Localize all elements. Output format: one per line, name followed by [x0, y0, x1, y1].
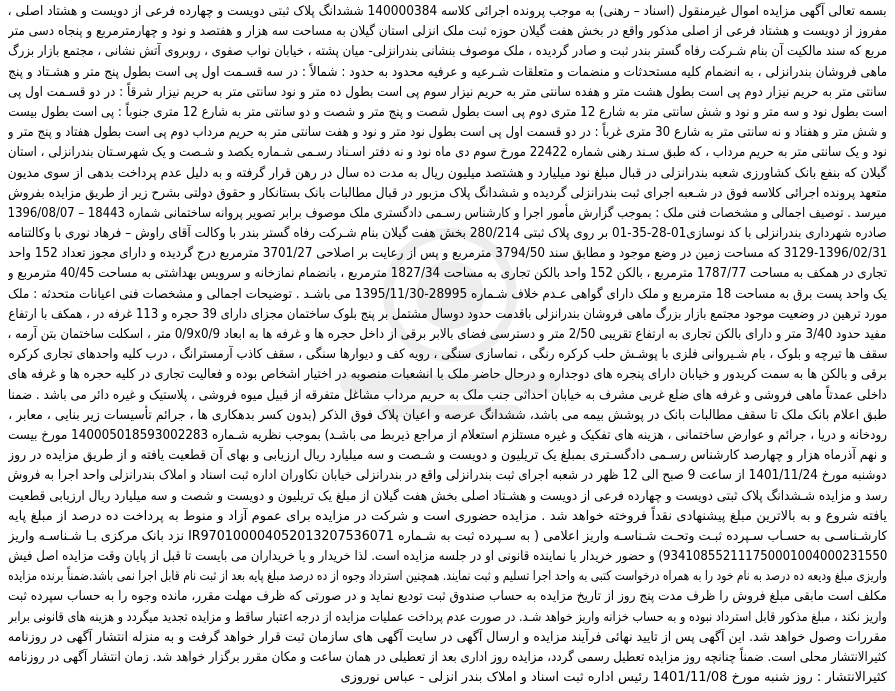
notice-text-line: واریزی مبلغ ودیعه ده درصد به نام خود را به همراه درخواست کتبی به واحد اجرا تسلیم و ثبت نمایند. همچنین استرداد وجوه از ده درصد مبلغ پایه بعد از ثبت نام قابل اجرا نمی باشد.ضمناً برنده مزایده [8, 569, 887, 585]
notice-text-line: رسد و مزایده شـشدانگ پلاک ثبتی دویست و چهارده فرعی از دویست و هشـتاد اصلی بخش هفت گیلان از مبلغ یک تریلیون و دویست و شصت و سه میلیارد ریال ارزیابی قطعیت [8, 488, 887, 504]
notice-text-line: دوشنبه مورخ 1401/11/24 از ساعت 9 صبح الی 12 ظهر در شعبه اجرای ثبت بندرانزلی واقع در بندرانزلی خیابان نکاوران اداره ثبت اسناد و املاک بندرانزلی واحد اجرا به فروش [8, 468, 887, 484]
notice-text-line: یک واحد پست برق به مساحت 18 مترمربع و ملک دارای گواهی عـدم خلاف شـماره 28995-1395/11/30 می باشـد . توضیحات اجمالی و مشخصات فنی اعیانات متحدثه : ملک [8, 286, 887, 302]
notice-text-line: مفروز از دویست و هشتاد فرعی از اصلی مذکور واقع در بخش هفت گیلان حوزه ثبت ملک انزلی استان گیلان به مساحت سه هزار و هفتصد و نود و چهارمترمربع و پنجاه دسی متر [8, 24, 887, 40]
notice-text-line: برقی و بالکن ها به سمت کریدور و خیابان دارای پنجره های دوجداره و درحال حاضر ملک با انشعبات منصوبه در اختیار اشخاص بوده و فعالیت تجاری در کلیه حجره ها و غرفه های [8, 367, 887, 383]
notice-text-line: سانتی متر به حریم نیزار دوم پی است بطول هشت متر و هفده سانتی متر به حریم نیزار سوم پی است بطول ده متر و نود سانتی متر به حریم نیزار شرقاً : در دو قسـمت اول پی [8, 84, 887, 100]
notice-text-line: تجاری در همکف به مساحت 1787/77 مترمربع ، بالکن 152 واحد بالکن تجاری به مساحت 1827/34 مترمربع ، بانضمام نمازخانه و سرویس بهداشتی به مساحت 40/45 مترمربع و [8, 266, 887, 282]
notice-text-line: مقررات وصول خواهد شد. این آگهی پس از تایید نهائی فرآیند مزایده و ارسال آگهی در سایت آگهی های سازمان ثبت قرار خواهد گرفت و به منزله انتشار آگهی در روزنامه [8, 629, 887, 645]
notice-text-line: مربع که سند مالکیت آن بنام شـرکت رفاه گستر بندر ثبت و صادر گردیده ، ملک موصوف بنشانی بندرانزلی- میان پشته ، خیابان نواب صفوی ، روبروی آتش نشانی ، مجتمع بازار بزرگ [8, 44, 887, 60]
auction-notice [8, 2, 887, 690]
notice-text-line: رودخانه و دریا ، جرائم و عوارض ساختمانی ، هزینه های تفکیک و غیره مستلزم استعلام از مراجع ذیربط می باشـد) بموجب نظریه شـماره 140005018593002283 مورخ بیست [8, 427, 887, 443]
notice-text-line: نود و یک سانتی متر به حریم مرداب ، که طبق سـند رهنی شماره 22422 مورخ سوم دی ماه نود و نه دفتر اسـناد رسـمی شـماره یکصد و شـصت و یک شهرسـتان بندرانزلی ، استان [8, 145, 887, 161]
notice-text-line: کثیرالانتشار محلی است. ضمناً چنانچه روز مزایده تعطیل رسمی گردد، مزایده روز اداری بعد از تعطیلی در همان ساعت و مکان مقرر برگزار خواهد شد. زمان انتشار آگهی در روزنامه [8, 650, 887, 665]
notice-text-line: میرسد . توصیف اجمالی و مشخصات فنی ملک : بموجب گزارش مأمور اجرا و کارشناس رسـمی دادگستری ملک موصوف برابر تصویر پروانه ساختمانی شماره 18443 – 1396/08/07 [8, 205, 887, 221]
notice-text-line: 3129-1396/02/31 که مساحت زمین در وضع موجود و مطابق سند 3794/50 مترمربع و پس از رعایت بر اصلاحی 3701/27 مترمربع درج گردیده و دارای مجوز تعداد 152 واحد [8, 246, 887, 262]
notice-text-line: متعهد پرونده اجرائی کلاسه فوق در شـعبه اجرای ثبت بندرانزلی گردیده و ششدانگ پلاک مزبور در قبال مطالبات بانک بستانکار و حقوق دولتی بشرح زیر از طریق مزایده بفروش [8, 185, 887, 201]
notice-text-line: مفید حدود 3/40 متر و دارای بالکن تجاری به ارتفاع تقریبی 2/50 متر و دسترسی فضای بالابر برقی از داخل حجره ها و غرفه ها به ابعاد 0/9x0/9 متر ، اسکلت ساختمان بتن آرمه ، [8, 327, 887, 342]
notice-text-line: 934108552111750001004000231550) و حضور خریدار یا نماینده قانونی او در جلسه مزایده است. لذا خریدار و یا خریداران می بایست تا قبل از پایان وقت مزایده اصل فیش [8, 549, 887, 565]
notice-text-line: و نهم آذرماه هزار و چهارصد کارشناس رسـمی دادگسـتری بمبلغ یک تریلیون و دویست و شـصت و سه میلیارد ریال ارزیابی و بهای آن قطعیت یافته و از طریق مزایده در روز [8, 448, 887, 464]
notice-text-line: داخلی عمدتاً ماهی فروشی و غرفه های ضلع غربی مشرف به خیابان احداثی جنب ملک به حریم مرداب مشاغل متفرقه از قبیل میوه فروشی ، پلاستیک و غیره دائر می باشد . ضمنا [8, 387, 887, 403]
notice-text-line: است بطول نود و سه متر و نود و شش سانتی متر به شارع 12 متری دوم پی است بطول شصت و پنج متر و شصت و دو سانتی متر به شارع 12 متری جنوباً : پی است بطول بیست [8, 104, 887, 120]
notice-signature-line: کثیرالانتشار : روز شنبه مورخ 1401/11/08 رئیس اداره ثبت اسناد و املاک بندر انزلی - عباس نوروزی [340, 670, 887, 686]
notice-text-line: بسمه تعالی آگهی مزایده اموال غیرمنقول (اسناد – رهنی) به موجب پرونده اجرائی کلاسه 140000384 ششدانگ پلاک ثبتی دویست و چهارده فرعی از دویست و هشتاد اصلی ، [8, 4, 887, 19]
notice-text-line: سقف ها تیرچه و بلوک ، بام شـیروانی فلزی با پوشـش حلب کرکره رنگی ، نماسازی سنگی ، رویه کف و دیوارها سنگی ، سقف کاذب آرمسترانگ ، درب کلیه واحدهای تجاری کرکره [8, 347, 887, 363]
notice-text-line: طبق اعلام بانک ملک تا سقف مطالبات بانک در پوشش بیمه می باشد، ششدانگ عرصه و اعیان پلاک فوق الذکر (بدون کسر بدهکاری ها ، جرائم تأسیسات زیر بنایی ، معابر ، [8, 407, 887, 423]
notice-text-line: مورد ترهین در وضعیت موجود مجتمع بازار بزرگ ماهی فروشان بندرانزلی باقدمت حدود دوسال مشتمل بر پنج بلوک ساختمان مجزای دارای 39 حجره و 113 غرفه در ، همکف با ارتفاع [8, 306, 887, 322]
notice-text-line: کارشـناسـی به حسـاب سـپرده ثبـت وتحـت شـناسـه واریز اعلامی ( به سـپرده ثبت به شـماره IR970100004052013207536071 نزد بانک مرکزی بـا شـناسـه واریز [8, 528, 887, 544]
notice-text-line: و شش متر و هفتاد و نه سانتی متر به شارع 30 متری غرباً : در دو قسمت اول پی است بطول نود متر و نود و هفت سانتی متر به حریم مرداب دوم پی است بطول هفتاد و پنج متر و [8, 125, 887, 141]
notice-text-line: ماهی فروشان بندرانزلی ، به انضمام کلیه مستحدثات و منضمات و متعلقات شـرعیه و عرفیه محدود به حدود : شمالاً : در سه قسـمت اول پی است بطول پنج متر و هشـتاد و پنج [8, 64, 887, 80]
notice-text-line: یافته شروع و به بالاترین مبلغ پیشنهادی نقداً فروخته خواهد شد . مزایده حضوری است و شرکت در مزایده برای عموم آزاد و منوط به پرداخت ده درصد از مبلغ پایه [8, 508, 887, 524]
notice-text-line: واریز نکند ، مبلغ مذکور قابل استرداد نبوده و به حساب خزانه واریز خواهد شـد. در صورت عدم پرداخت عملیات مزایده از درجه اعتبار ساقط و مزایده تجدید میگردد و هزینه های قانونی برابر [8, 609, 887, 625]
notice-text-line: صادره شهرداری بندرانزلی با کد نوسازی01-28-35-01 بر روی پلاک ثبتی 280/214 بخش هفت گیلان بنام شـرکت رفاه گستر بندر با وکالت آقای راوش – فرهاد نوری با وکالتنامه [8, 226, 887, 242]
notice-text-line: گیلان که بنفع بانک کشاورزی شعبه بندرانزلی در قبال مبلغ نود میلیارد و هشتصد میلیون ریال به مدت ده سال در رهن قرار گرفته و به دلیل عدم پرداخت بدهی از سوی مدیون [8, 165, 887, 181]
notice-text-line: مکلف است مابقی مبلغ فروش را ظرف مدت پنج روز از تاریخ مزایده به حساب صندوق ثبت تودیع نماید و در صورتی که ظرف مهلت مقرر، مانده وجوه را به حساب سپرده ثبت [8, 589, 887, 605]
